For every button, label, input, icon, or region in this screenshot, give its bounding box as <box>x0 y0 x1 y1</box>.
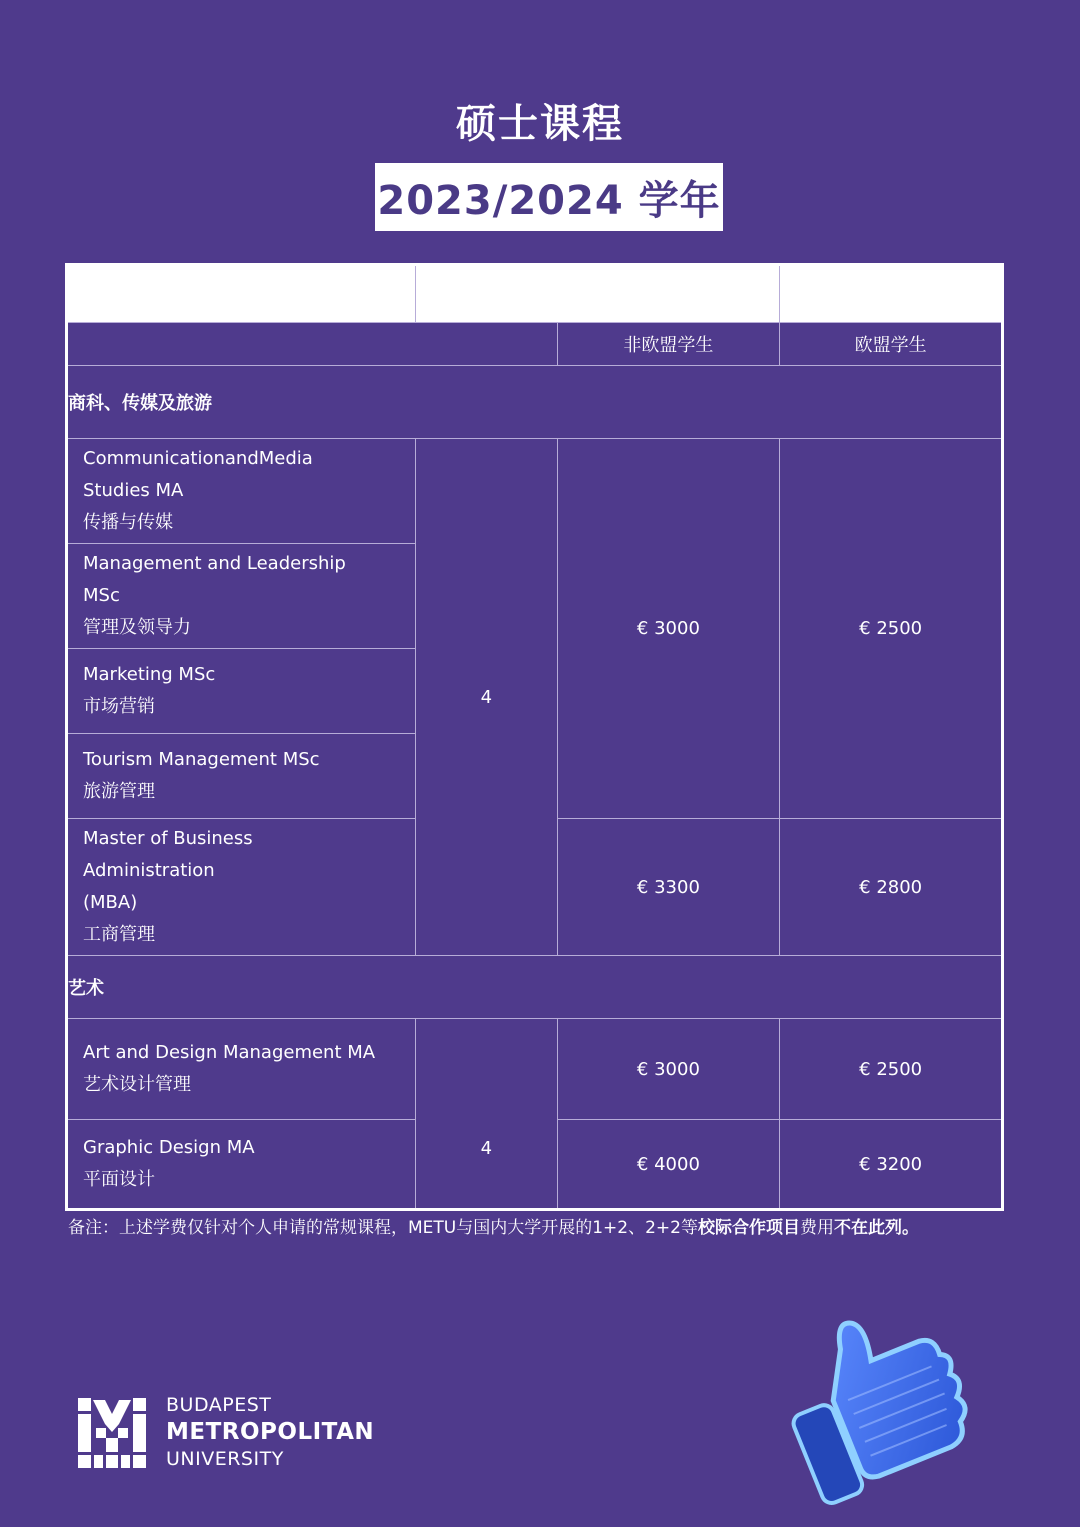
duration-business: 4 <box>416 439 557 956</box>
program-mba <box>67 819 416 956</box>
fee-non-eu: € 3300 <box>557 819 780 956</box>
program-en: Art and Design Management MA <box>83 1042 376 1063</box>
footnote-bold: 校际合作项目 <box>698 1218 800 1238</box>
program-management <box>67 544 416 649</box>
logo-line-1: BUDAPEST <box>166 1394 272 1416</box>
footnote-text: 备注：上述学费仅针对个人申请的常规课程，METU与国内大学开展的1+2、2+2等 <box>68 1218 698 1238</box>
subheader-non-eu: 非欧盟学生 <box>557 323 780 366</box>
academic-year-label: 2023/2024 学年 <box>377 177 721 224</box>
program-en <box>83 443 385 475</box>
category-row <box>67 366 1003 439</box>
category-row <box>67 956 1003 1019</box>
table-subheader-row <box>67 323 1003 366</box>
fee-non-eu: € 3000 <box>557 439 780 819</box>
tuition-fee-table <box>65 263 1004 1211</box>
program-zh: 平面设计 <box>83 1169 155 1190</box>
table-header-row <box>67 265 1003 323</box>
program-en: Marketing MSc <box>83 664 216 685</box>
logo-text <box>166 1392 374 1473</box>
program-marketing <box>67 649 416 734</box>
program-en: Management and Leadership MSc <box>83 553 346 606</box>
subheader-eu: 欧盟学生 <box>780 323 1003 366</box>
program-communication <box>67 439 416 544</box>
program-en: Tourism Management MSc <box>83 749 320 770</box>
thumbs-up-icon <box>770 1290 980 1510</box>
fee-non-eu: € 3000 <box>557 1019 780 1120</box>
program-en-part: Communication <box>83 448 225 469</box>
fee-eu: € 2500 <box>780 439 1003 819</box>
academic-year-box <box>375 163 723 231</box>
program-en-part: and <box>224 448 259 469</box>
program-zh: 管理及领导力 <box>83 617 191 638</box>
page-title: 硕士课程 <box>456 101 624 147</box>
program-zh: 工商管理 <box>83 924 155 945</box>
fee-non-eu: € 4000 <box>557 1120 780 1210</box>
program-zh: 传播与传媒 <box>83 512 173 533</box>
header-program: 硕士课程 <box>67 265 416 323</box>
duration-arts: 4 <box>416 1019 557 1210</box>
program-zh: 旅游管理 <box>83 781 155 802</box>
category-arts: 艺术 <box>67 956 1003 1019</box>
footnote <box>68 1213 1028 1238</box>
fee-eu: € 2800 <box>780 819 1003 956</box>
program-zh: 艺术设计管理 <box>83 1074 191 1095</box>
subheader-blank <box>67 323 558 366</box>
program-en: Master of Business Administration <box>83 828 253 881</box>
program-en: Graphic Design MA <box>83 1137 255 1158</box>
program-en-cont: (MBA) <box>83 892 138 913</box>
program-art-design <box>67 1019 416 1120</box>
table-row <box>67 439 1003 544</box>
fee-eu: € 3200 <box>780 1120 1003 1210</box>
program-zh: 市场营销 <box>83 696 155 717</box>
category-business: 商科、传媒及旅游 <box>67 366 1003 439</box>
footnote-text: 费用 <box>800 1218 834 1238</box>
header-duration-label: 学习时长（学期） <box>416 272 561 293</box>
logo-line-3: UNIVERSITY <box>166 1448 284 1470</box>
program-tourism <box>67 734 416 819</box>
table-row <box>67 1019 1003 1120</box>
header-fee-label: 学费（每学期） <box>573 298 700 319</box>
program-en-cont: Studies MA <box>83 480 184 501</box>
header-duration <box>416 265 780 323</box>
metu-logo-icon <box>78 1398 146 1468</box>
fee-eu: € 2500 <box>780 1019 1003 1120</box>
logo-line-2: METROPOLITAN <box>166 1419 375 1445</box>
program-en-part: Media <box>258 448 313 469</box>
header-blank <box>780 265 1003 323</box>
university-logo <box>78 1392 374 1473</box>
footnote-bold: 不在此列。 <box>834 1218 919 1238</box>
program-graphic-design <box>67 1120 416 1210</box>
